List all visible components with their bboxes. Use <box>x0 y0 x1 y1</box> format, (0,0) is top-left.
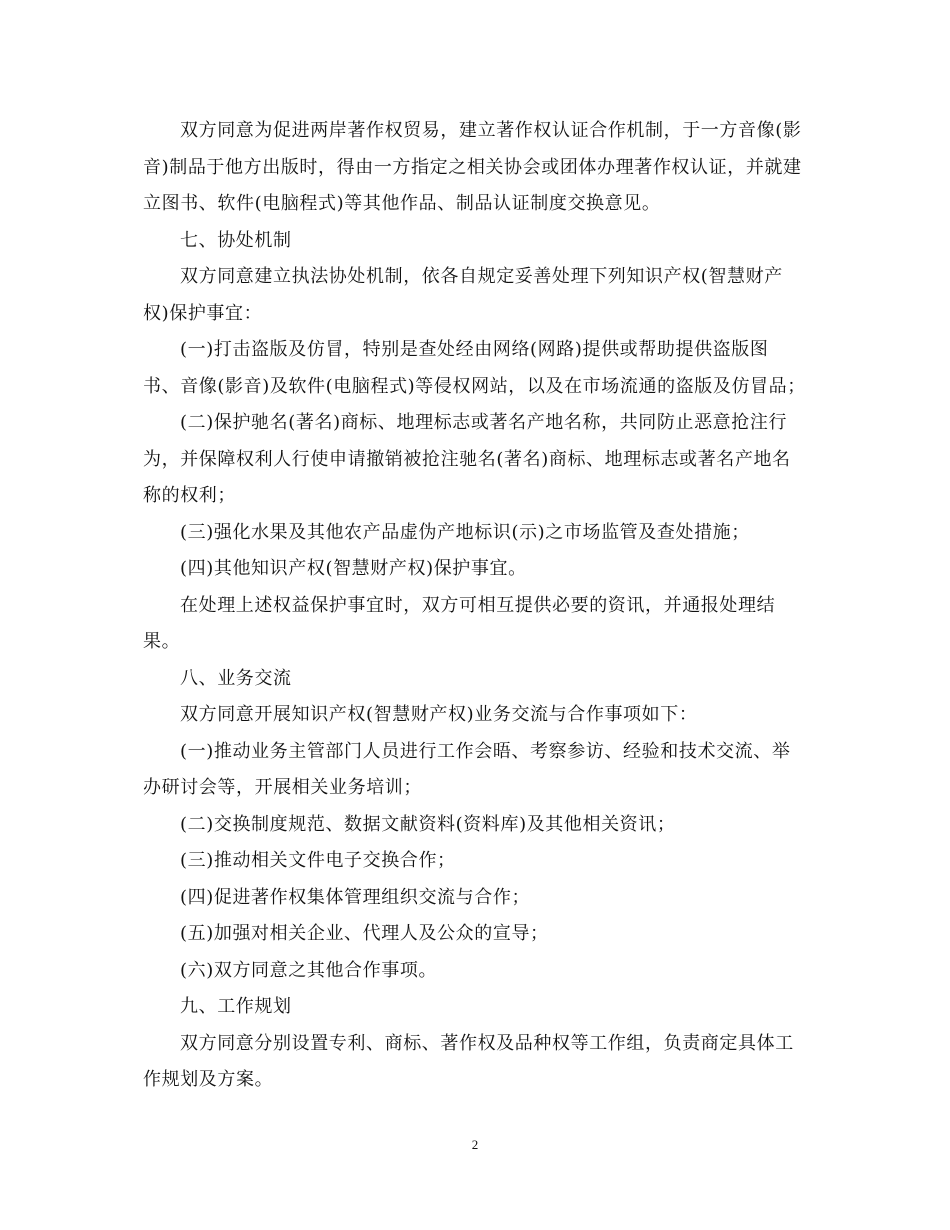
paragraph-line: 书、音像(影音)及软件(电脑程式)等侵权网站，以及在市场流通的盗版及仿冒品； <box>143 375 806 397</box>
paragraph <box>143 1026 811 1099</box>
paragraph <box>143 734 811 807</box>
paragraph-line: 双方同意建立执法协处机制，依各自规定妥善处理下列知识产权(智慧财产 <box>180 266 783 287</box>
paragraph-line: (四)其他知识产权(智慧财产权)保护事宜。 <box>180 558 527 579</box>
paragraph <box>143 259 811 332</box>
paragraph-line: 果。 <box>143 631 181 652</box>
paragraph-line: (四)促进著作权集体管理组织交流与合作； <box>180 886 531 908</box>
paragraph <box>143 551 811 588</box>
paragraph <box>143 332 811 405</box>
paragraph <box>143 405 811 515</box>
paragraph-line: 双方同意分别设置专利、商标、著作权及品种权等工作组，负责商定具体工 <box>180 1032 794 1054</box>
paragraph <box>143 807 811 844</box>
page-number: 2 <box>471 1137 479 1152</box>
paragraph <box>143 515 811 552</box>
paragraph-line: 权)保护事宜： <box>143 302 263 324</box>
paragraph-line: 八、业务交流 <box>180 667 292 689</box>
paragraph-line: 七、协处机制 <box>180 229 292 251</box>
paragraph-line: 在处理上述权益保护事宜时，双方可相互提供必要的资讯，并通报处理结 <box>180 594 776 616</box>
document-body <box>143 113 811 1099</box>
paragraph-line: 九、工作规划 <box>180 996 292 1017</box>
paragraph <box>143 223 811 260</box>
paragraph <box>143 953 811 990</box>
paragraph <box>143 697 811 734</box>
paragraph-line: (三)强化水果及其他农产品虚伪产地标识(示)之市场监管及查处措施； <box>180 521 750 543</box>
paragraph-line: (二)保护驰名(著名)商标、地理标志或著名产地名称，共同防止恶意抢注行 <box>180 412 788 433</box>
paragraph-line: 办研讨会等，开展相关业务培训； <box>143 777 422 798</box>
paragraph-line: 双方同意开展知识产权(智慧财产权)业务交流与合作事项如下： <box>180 704 698 725</box>
paragraph <box>143 880 811 917</box>
paragraph-line: 作规划及方案。 <box>143 1069 274 1090</box>
paragraph-line: (三)推动相关文件电子交换合作； <box>180 850 456 871</box>
paragraph-line: (五)加强对相关企业、代理人及公众的宣导； <box>180 923 549 944</box>
paragraph-line: 音)制品于他方出版时，得由一方指定之相关协会或团体办理著作权认证，并就建 <box>143 156 802 178</box>
paragraph <box>143 989 811 1026</box>
paragraph-line: (一)推动业务主管部门人员进行工作会晤、考察参访、经验和技术交流、举 <box>180 740 791 762</box>
paragraph <box>143 113 811 223</box>
paragraph-line: 称的权利； <box>143 485 236 506</box>
paragraph-line: (六)双方同意之其他合作事项。 <box>180 959 438 981</box>
paragraph <box>143 661 811 698</box>
paragraph-line: (一)打击盗版及仿冒，特别是查处经由网络(网路)提供或帮助提供盗版图 <box>180 339 769 360</box>
paragraph-line: 为，并保障权利人行使申请撤销被抢注驰名(著名)商标、地理标志或著名产地名 <box>143 448 791 470</box>
paragraph <box>143 843 811 880</box>
paragraph <box>143 916 811 953</box>
paragraph-line: (二)交换制度规范、数据文献资料(资料库)及其他相关资讯； <box>180 813 676 835</box>
paragraph <box>143 588 811 661</box>
paragraph-line: 双方同意为促进两岸著作权贸易，建立著作权认证合作机制，于一方音像(影 <box>180 120 802 141</box>
paragraph-line: 立图书、软件(电脑程式)等其他作品、制品认证制度交换意见。 <box>143 193 661 214</box>
